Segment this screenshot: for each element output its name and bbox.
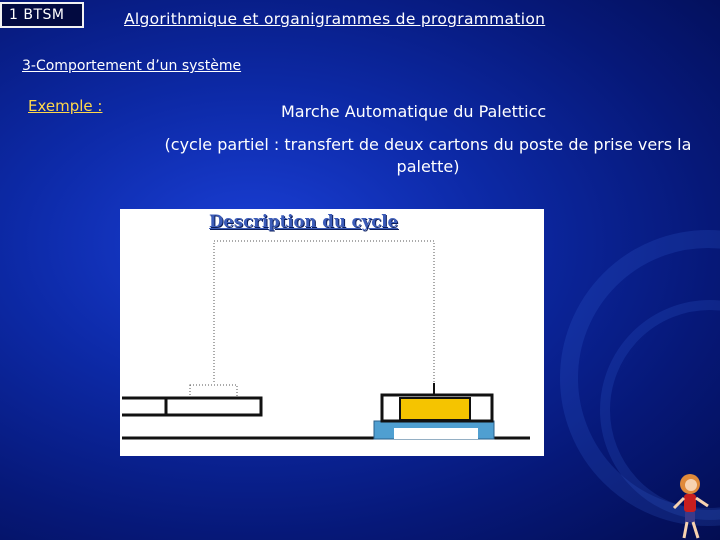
cycle-diagram: [120, 209, 544, 456]
conveyor: [122, 398, 261, 415]
example-heading: Marche Automatique du Paletticc: [281, 102, 547, 121]
class-badge: 1 BTSM: [0, 2, 84, 28]
example-subheading: (cycle partiel : transfert de deux cartons du poste de prise vers la palette): [164, 135, 692, 176]
section-title: 3-Comportement d’un système: [22, 58, 242, 74]
carton-outline-pick-position: [190, 385, 237, 397]
cycle-diagram-panel: [120, 209, 544, 456]
example-label: Exemple :: [28, 97, 103, 115]
diagram-title: Description du cycle: [209, 212, 399, 231]
page-title: Algorithmique et organigrammes de programmation: [124, 10, 546, 28]
transfer-path: [214, 241, 434, 387]
cartoon-character: [660, 470, 718, 540]
palette-opening: [394, 428, 478, 439]
carton: [400, 398, 470, 420]
